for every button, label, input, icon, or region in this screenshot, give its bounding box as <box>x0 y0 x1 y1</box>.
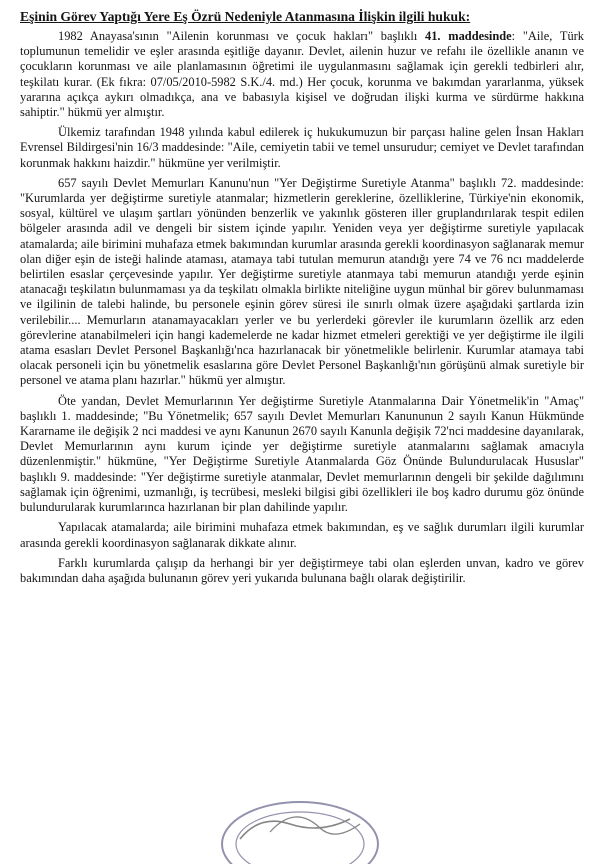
body-paragraph <box>20 556 584 586</box>
text-segment: 657 sayılı Devlet Memurları Kanunu'nun "Yer Değiştirme Suretiyle Atanma" başlıklı 72. maddesinde: "Kurumlarda yer değiştirme suretiyle atanmalar; hizmetlerin gereklerine, özelliklerine, Türkiye'nin ekonomik, sosyal, kültürel ve ulaşım şartları yönünden benzerlik ve yakınlık gösteren iller gruplandırılarak tespit edilen bölgeler arasında adil ve dengeli bir sistem içinde yapılır. Yeniden veya yer değiştirme suretiyle yapılacak atamalarda; aile birimini muhafaza etmek bakımından kurumlar arasında gerekli koordinasyon sağlanarak memur olan diğer eşin de isteği halinde ataması, atamaya tabi tutulan memurun atandığı yere 74 ve 76 ncı maddelerde belirtilen esaslar çerçevesinde yapılır. Yer değiştirme suretiyle atanmaya tabi memurun atandığı yerde eşinin atanacağı teşkilatın bulunmaması ya da teşkilatı olmakla birlikte niteliğine uygun münhal bir görev bulunmaması ve ilgilinin de talebi halinde, bu personele eşinin görev süresi ile sınırlı olmak üzere aşağıdaki şartlarda izin verilebilir.... Memurların atanamayacakları yerler ve bu yerlerdeki görevler ile kurumların özellik arz eden görevlerine atanabilmeleri için hangi kademelerde ne kadar hizmet etmeleri gerektiği ve yer değiştirme ile ilgili atama esasları Devlet Personel Başkanlığı'nca hazırlanacak bir yönetmelikle belirlenir. Kurumlar atamaya tabi olacak personeli için bu yönetmelik esaslarına göre Devlet Personel Başkanlığı'nın görüşünü almak suretiyle bir personel ve atama planı hazırlar." hükmü yer almıştır. <box>20 175 584 388</box>
body-paragraph <box>20 125 584 171</box>
text-segment: Ülkemiz tarafından 1948 yılında kabul edilerek iç hukukumuzun bir parçası haline gelen İnsan Hakları Evrensel Bildirgesi'nin 16/3 maddesinde: "Aile, cemiyetin tabii ve temel unsurudur; cemiyet ve Devlet tarafından korunmak hakkını haizdir." hükmüne yer verilmiştir. <box>20 125 584 170</box>
text-segment: 1982 Anayasa'sının "Ailenin korunması ve çocuk hakları" başlıklı <box>58 29 426 43</box>
official-stamp-icon <box>200 784 400 864</box>
body-paragraph <box>20 29 584 120</box>
body-paragraph <box>20 394 584 516</box>
bold-text-segment: 41. maddesinde <box>425 29 512 43</box>
body-paragraph <box>20 520 584 550</box>
document-body <box>20 29 584 586</box>
text-segment: Öte yandan, Devlet Memurlarının Yer değiştirme Suretiyle Atanmalarına Dair Yönetmelik'in "Amaç" başlıklı 1. maddesinde; "Bu Yönetmelik; 657 sayılı Devlet Memurları Kanununun 2 sayılı Kanun Hükmünde Kararname ile değişik 2 nci maddesi ve aynı Kanunun 2670 sayılı Kanunla değişik 72'nci maddesine dayanılarak, Devlet Memurlarının aynı kurum içinde yer değiştirme suretiyle atanmalarını sağlamak amacıyla düzenlenmiştir." hükmüne, "Yer Değiştirme Suretiyle Atanmalarda Göz Önünde Bulundurulacak Hususlar" başlıklı 9. maddesinde: "Yer değiştirme suretiyle atanmalar, Devlet memurlarının dengeli bir şekilde dağılımını sağlamak için öğrenimi, uzmanlığı, iş tecrübesi, mesleki bilgisi gibi özellikleri ile boş kadro durumu göz önünde bulundurularak kurumlarınca hazırlanan bir plan dahilinde yapılır. <box>20 393 584 515</box>
text-segment: : "Aile, Türk toplumunun temelidir ve eşler arasında eşitliğe dayanır. Devlet, ailenin huzur ve refahı ile özellikle ananın ve çocukların korunması ve aile planlamasının öğretimi ile uygulanmasını sağlamak için gerekli tedbirleri alır, teşkilatı kurar. (Ek fıkra: 07/05/2010-5982 S.K./4. md.) Her çocuk, korunma ve bakımdan yararlanma, yüksek yararına açıkça aykırı olmadıkça, ana ve babasıyla kişisel ve doğrudan ilişki kurma ve sürdürme hakkına sahiptir." hükmü yer almıştır. <box>20 29 584 120</box>
text-segment: Farklı kurumlarda çalışıp da herhangi bir yer değiştirmeye tabi olan eşlerden unvan, kadro ve görev bakımından daha aşağıda bulunanın görev yeri yukarıda bulunana bağlı olarak değiştirilir. <box>20 555 584 585</box>
body-paragraph <box>20 176 584 389</box>
text-segment: Yapılacak atamalarda; aile birimini muhafaza etmek bakımından, eş ve sağlık durumları ilgili kurumlar arasında gerekli koordinasyon sağlanarak dikkate alınır. <box>20 520 584 550</box>
document-heading: Eşinin Görev Yaptığı Yere Eş Özrü Nedeniyle Atanmasına İlişkin ilgili hukuk: <box>20 9 471 24</box>
